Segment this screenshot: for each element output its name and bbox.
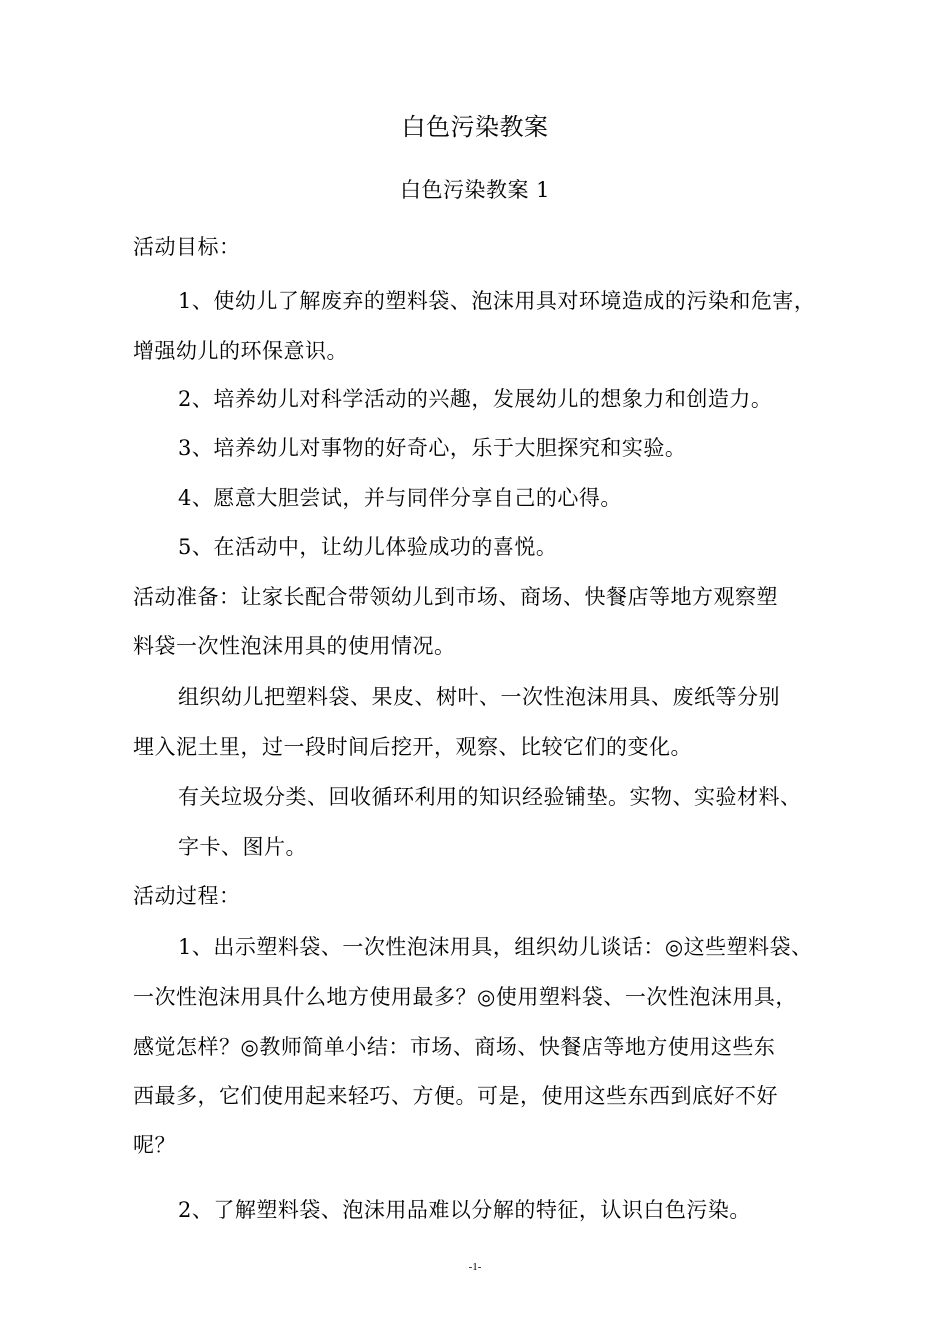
paragraph-line: 4、愿意大胆尝试，并与同伴分享自己的心得。 [178, 486, 622, 510]
paragraph-line: 1、使幼儿了解废弃的塑料袋、泡沫用具对环境造成的污染和危害， [178, 289, 816, 313]
paragraph-line: 5、在活动中，让幼儿体验成功的喜悦。 [178, 535, 558, 559]
section-heading-process: 活动过程： [133, 884, 241, 908]
paragraph-line: 1、出示塑料袋、一次性泡沫用具，组织幼儿谈话：◎这些塑料袋、 [178, 935, 813, 959]
paragraph-line: 有关垃圾分类、回收循环利用的知识经验铺垫。实物、实验材料、 [178, 785, 802, 809]
paragraph-line: 一次性泡沫用具什么地方使用最多？◎使用塑料袋、一次性泡沫用具， [133, 985, 797, 1009]
section-heading-goals: 活动目标： [133, 235, 241, 259]
paragraph-line: 组织幼儿把塑料袋、果皮、树叶、一次性泡沫用具、废纸等分别 [178, 685, 780, 709]
paragraph-line: 埋入泥土里，过一段时间后挖开，观察、比较它们的变化。 [133, 735, 692, 759]
paragraph-line: 料袋一次性泡沫用具的使用情况。 [133, 634, 456, 658]
document-subtitle: 白色污染教案 1 [399, 178, 551, 202]
paragraph-line: 西最多，它们使用起来轻巧、方便。可是，使用这些东西到底好不好 [133, 1084, 778, 1108]
paragraph-line: 2、培养幼儿对科学活动的兴趣，发展幼儿的想象力和创造力。 [178, 387, 773, 411]
document-title: 白色污染教案 [401, 113, 549, 141]
paragraph-line: 呢？ [133, 1133, 176, 1157]
paragraph-line: 字卡、图片。 [178, 835, 307, 859]
page-number: -1- [468, 1261, 482, 1273]
paragraph-line: 3、培养幼儿对事物的好奇心，乐于大胆探究和实验。 [178, 436, 687, 460]
paragraph-line: 感觉怎样？◎教师简单小结：市场、商场、快餐店等地方使用这些东 [133, 1035, 776, 1059]
paragraph-line: 增强幼儿的环保意识。 [133, 339, 348, 363]
section-heading-preparation: 活动准备：让家长配合带领幼儿到市场、商场、快餐店等地方观察塑 [133, 585, 778, 609]
paragraph-line: 2、了解塑料袋、泡沫用品难以分解的特征，认识白色污染。 [178, 1198, 751, 1222]
